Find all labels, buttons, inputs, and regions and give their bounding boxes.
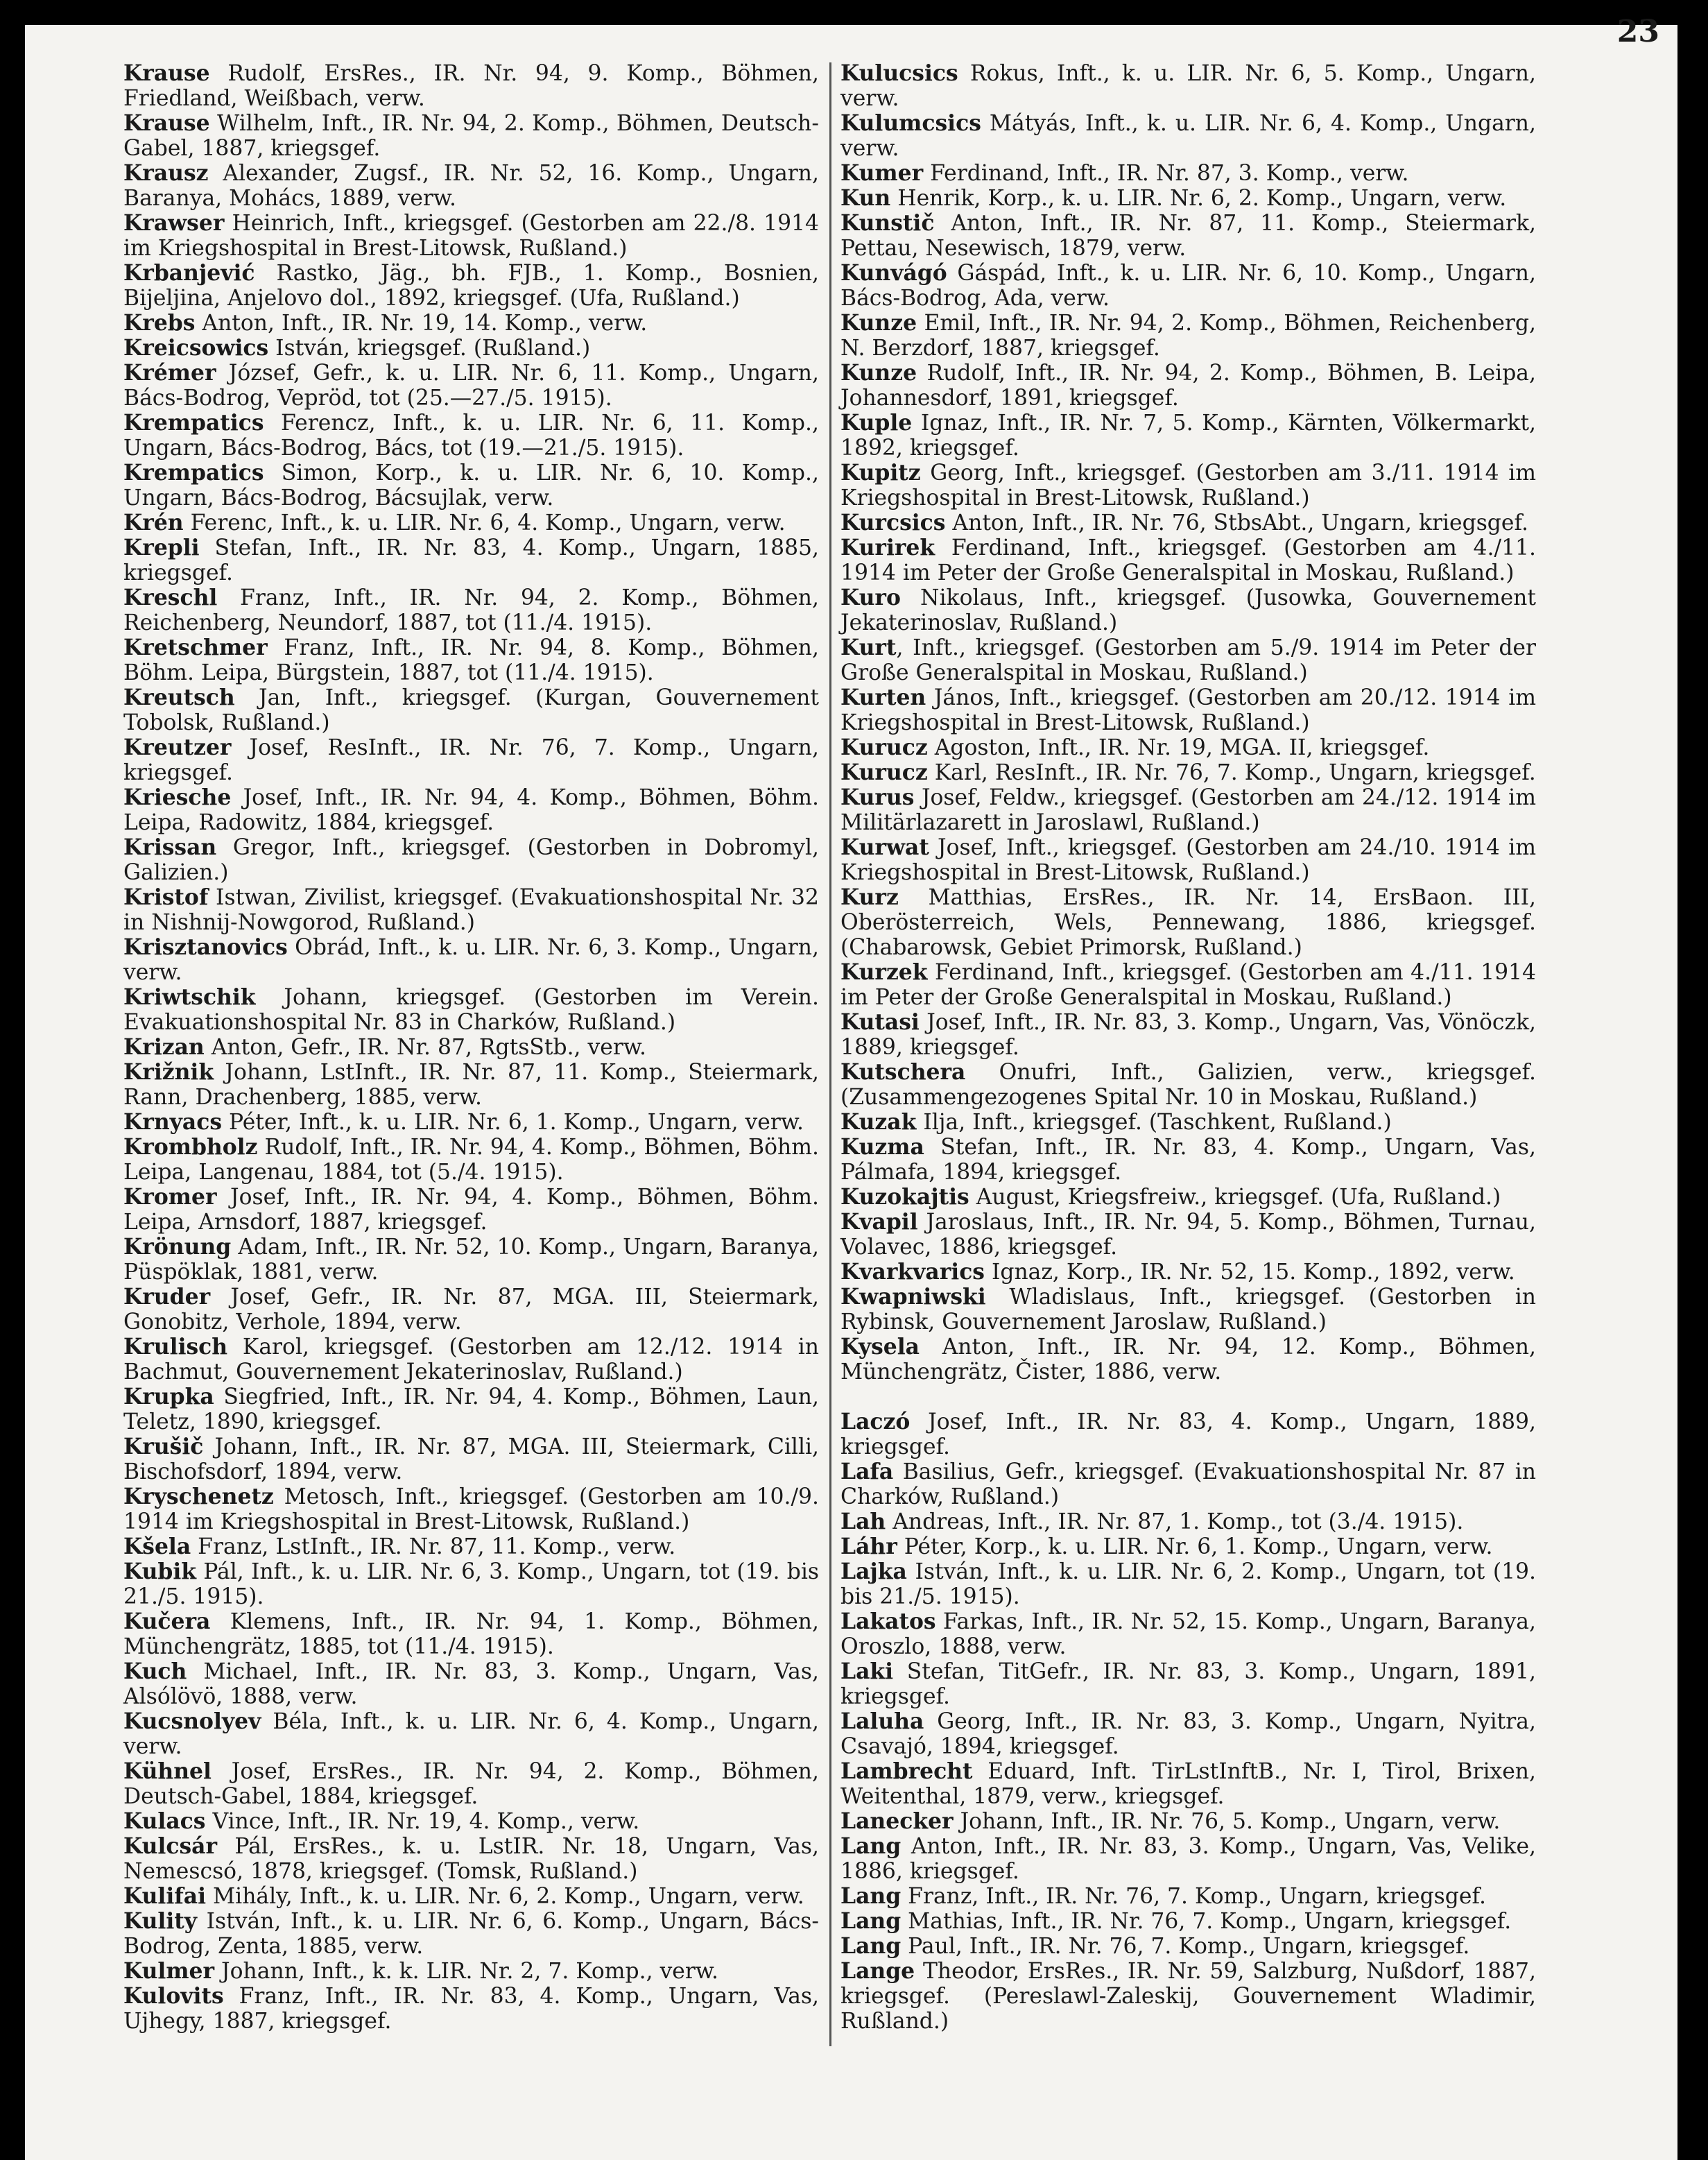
right-column-k-section bbox=[840, 61, 1536, 1385]
list-entry bbox=[123, 1884, 819, 1909]
entry-details: Ferdinand, Inft., kriegsgef. (Gestorben am 4./11. 1914 im Peter der Große Generalspital in Moskau, Rußland.) bbox=[840, 960, 1536, 1010]
entry-details: Anton, Gefr., IR. Nr. 87, RgtsStb., verw. bbox=[204, 1035, 646, 1060]
list-entry bbox=[123, 535, 819, 585]
entry-details: Klemens, Inft., IR. Nr. 94, 1. Komp., Böhmen, Münchengrätz, 1885, tot (11./4. 1915). bbox=[123, 1609, 819, 1659]
entry-surname: Kriesche bbox=[123, 785, 232, 810]
entry-details: Farkas, Inft., IR. Nr. 52, 15. Komp., Ungarn, Baranya, Oroszlo, 1888, verw. bbox=[840, 1609, 1536, 1659]
list-entry bbox=[840, 1185, 1536, 1210]
list-entry bbox=[840, 1659, 1536, 1709]
entry-surname: Krempatics bbox=[123, 411, 264, 436]
list-entry bbox=[840, 1110, 1536, 1135]
entry-details: Josef, Gefr., IR. Nr. 87, MGA. III, Steiermark, Gonobitz, Verhole, 1894, verw. bbox=[123, 1285, 819, 1335]
list-entry bbox=[123, 1335, 819, 1385]
entry-surname: Krönung bbox=[123, 1235, 232, 1260]
list-entry bbox=[123, 336, 819, 361]
list-entry bbox=[123, 835, 819, 885]
entry-details: Josef, Inft., kriegsgef. (Gestorben am 24./10. 1914 im Kriegshospital in Brest-Litowsk, Rußland.) bbox=[840, 835, 1536, 885]
entry-details: Péter, Inft., k. u. LIR. Nr. 6, 1. Komp., Ungarn, verw. bbox=[222, 1110, 804, 1135]
scan-border-top bbox=[0, 0, 1708, 25]
entry-surname: Laluha bbox=[840, 1709, 924, 1734]
entry-details: Siegfried, Inft., IR. Nr. 94, 4. Komp., Böhmen, Laun, Teletz, 1890, kriegsgef. bbox=[123, 1385, 819, 1434]
entry-surname: Krisztanovics bbox=[123, 935, 288, 960]
list-entry bbox=[123, 211, 819, 261]
entry-surname: Kulmer bbox=[123, 1959, 215, 1984]
entry-surname: Kurirek bbox=[840, 535, 935, 560]
entry-details: Rudolf, Inft., IR. Nr. 94, 2. Komp., Böhmen, B. Leipa, Johannesdorf, 1891, kriegsgef. bbox=[840, 361, 1536, 411]
entry-details: Rudolf, ErsRes., IR. Nr. 94, 9. Komp., Böhmen, Friedland, Weißbach, verw. bbox=[123, 61, 819, 111]
entry-surname: Kurt bbox=[840, 635, 897, 660]
entry-surname: Kutasi bbox=[840, 1010, 920, 1035]
entry-surname: Kuple bbox=[840, 411, 913, 436]
list-entry bbox=[123, 1110, 819, 1135]
entry-details: Metosch, Inft., kriegsgef. (Gestorben am 10./9. 1914 im Kriegshospital in Brest-Litowsk, Rußland.) bbox=[123, 1484, 819, 1534]
entry-details: István, kriegsgef. (Rußland.) bbox=[268, 336, 591, 361]
list-entry bbox=[840, 1909, 1536, 1934]
entry-surname: Krombholz bbox=[123, 1135, 258, 1160]
entry-surname: Kunvágó bbox=[840, 261, 947, 286]
list-entry bbox=[123, 1434, 819, 1484]
list-entry bbox=[840, 1709, 1536, 1759]
entry-surname: Kšela bbox=[123, 1534, 191, 1559]
entry-details: Ferenc, Inft., k. u. LIR. Nr. 6, 4. Komp., Ungarn, verw. bbox=[183, 511, 786, 535]
entry-surname: Kurwat bbox=[840, 835, 929, 860]
entry-details: József, Gefr., k. u. LIR. Nr. 6, 11. Komp., Ungarn, Bács-Bodrog, Vepröd, tot (25.—27./5. 1915). bbox=[123, 361, 819, 411]
entry-details: Ignaz, Inft., IR. Nr. 7, 5. Komp., Kärnten, Völkermarkt, 1892, kriegsgef. bbox=[840, 411, 1536, 461]
list-entry bbox=[840, 835, 1536, 885]
entry-details: Pál, ErsRes., k. u. LstIR. Nr. 18, Ungarn, Vas, Nemescsó, 1878, kriegsgef. (Tomsk, Rußland.) bbox=[123, 1834, 819, 1884]
entry-details: Onufri, Inft., Galizien, verw., kriegsgef. (Zusammengezogenes Spital Nr. 10 in Moskau, Rußland.) bbox=[840, 1060, 1536, 1110]
entry-details: Gregor, Inft., kriegsgef. (Gestorben in Dobromyl, Galizien.) bbox=[123, 835, 819, 885]
list-entry bbox=[123, 1235, 819, 1285]
entry-details: Anton, Inft., IR. Nr. 87, 11. Komp., Steiermark, Pettau, Nesewisch, 1879, verw. bbox=[840, 211, 1536, 261]
entry-details: Johann, Inft., IR. Nr. 76, 5. Komp., Ungarn, verw. bbox=[953, 1809, 1501, 1834]
scan-border-right bbox=[1677, 0, 1708, 2160]
entry-details: Basilius, Gefr., kriegsgef. (Evakuationshospital Nr. 87 in Charków, Rußland.) bbox=[840, 1459, 1536, 1509]
list-entry bbox=[123, 111, 819, 161]
entry-details: Jan, Inft., kriegsgef. (Kurgan, Gouvernement Tobolsk, Rußland.) bbox=[123, 685, 819, 735]
entry-details: Paul, Inft., IR. Nr. 76, 7. Komp., Ungarn, kriegsgef. bbox=[901, 1934, 1470, 1959]
entry-surname: Kryschenetz bbox=[123, 1484, 274, 1509]
list-entry bbox=[840, 111, 1536, 161]
entry-surname: Kristof bbox=[123, 885, 209, 910]
entry-surname: Krémer bbox=[123, 361, 216, 386]
entry-surname: Kunze bbox=[840, 361, 917, 386]
list-entry bbox=[123, 685, 819, 735]
entry-details: Ferdinand, Inft., kriegsgef. (Gestorben am 4./11. 1914 im Peter der Große Generalspital in Moskau, Rußland.) bbox=[840, 535, 1536, 585]
list-entry bbox=[840, 1459, 1536, 1509]
entry-details: Karol, kriegsgef. (Gestorben am 12./12. 1914 in Bachmut, Gouvernement Jekaterinoslav, Rußland.) bbox=[123, 1335, 819, 1385]
list-entry bbox=[123, 1659, 819, 1709]
entry-details: Anton, Inft., IR. Nr. 19, 14. Komp., verw. bbox=[195, 311, 648, 336]
entry-surname: Kwapniwski bbox=[840, 1285, 986, 1310]
entry-details: Stefan, TitGefr., IR. Nr. 83, 3. Komp., Ungarn, 1891, kriegsgef. bbox=[840, 1659, 1536, 1709]
entry-details: Franz, Inft., IR. Nr. 83, 4. Komp., Ungarn, Vas, Ujhegy, 1887, kriegsgef. bbox=[123, 1984, 819, 2034]
column-divider bbox=[829, 62, 831, 2046]
entry-details: Nikolaus, Inft., kriegsgef. (Jusowka, Gouvernement Jekaterinoslav, Rußland.) bbox=[840, 585, 1536, 635]
list-entry bbox=[123, 61, 819, 111]
left-column bbox=[123, 61, 819, 2034]
list-entry bbox=[840, 1010, 1536, 1060]
list-entry bbox=[123, 1534, 819, 1559]
list-entry bbox=[840, 635, 1536, 685]
entry-details: Josef, Feldw., kriegsgef. (Gestorben am 24./12. 1914 im Militärlazarett in Jaroslawl, Rußland.) bbox=[840, 785, 1536, 835]
entry-surname: Krulisch bbox=[123, 1335, 228, 1360]
entry-surname: Lange bbox=[840, 1959, 915, 1984]
entry-surname: Lakatos bbox=[840, 1609, 936, 1634]
list-entry bbox=[840, 760, 1536, 785]
page-number: 23 bbox=[1616, 14, 1659, 49]
list-entry bbox=[123, 161, 819, 211]
entry-details: Ilja, Inft., kriegsgef. (Taschkent, Rußland.) bbox=[916, 1110, 1392, 1135]
list-entry bbox=[840, 735, 1536, 760]
entry-surname: Lambrecht bbox=[840, 1759, 973, 1784]
entry-surname: Láhr bbox=[840, 1534, 897, 1559]
entry-surname: Kuzokajtis bbox=[840, 1185, 969, 1210]
entry-details: Simon, Korp., k. u. LIR. Nr. 6, 10. Komp., Ungarn, Bács-Bodrog, Bácsujlak, verw. bbox=[123, 461, 819, 511]
entry-details: János, Inft., kriegsgef. (Gestorben am 20./12. 1914 im Kriegshospital in Brest-Litowsk, Rußland.) bbox=[840, 685, 1536, 735]
entry-details: Johann, LstInft., IR. Nr. 87, 11. Komp., Steiermark, Rann, Drachenberg, 1885, verw. bbox=[123, 1060, 819, 1110]
entry-surname: Kurus bbox=[840, 785, 915, 810]
entry-details: István, Inft., k. u. LIR. Nr. 6, 6. Komp., Ungarn, Bács-Bodrog, Zenta, 1885, verw. bbox=[123, 1909, 819, 1959]
entry-surname: Krausz bbox=[123, 161, 209, 186]
entry-surname: Kvarkvarics bbox=[840, 1260, 985, 1285]
entry-details: Mathias, Inft., IR. Nr. 76, 7. Komp., Ungarn, kriegsgef. bbox=[901, 1909, 1512, 1934]
list-entry bbox=[840, 1534, 1536, 1559]
entry-surname: Kurucz bbox=[840, 735, 928, 760]
entry-surname: Krissan bbox=[123, 835, 217, 860]
entry-surname: Kreicsowics bbox=[123, 336, 269, 361]
right-column-l-section bbox=[840, 1409, 1536, 2034]
entry-details: Stefan, Inft., IR. Nr. 83, 4. Komp., Ungarn, Vas, Pálmafa, 1894, kriegsgef. bbox=[840, 1135, 1536, 1185]
entry-surname: Kulucsics bbox=[840, 61, 958, 86]
entry-surname: Kurten bbox=[840, 685, 926, 710]
entry-details: Eduard, Inft. TirLstInftB., Nr. I, Tirol, Brixen, Weitenthal, 1879, verw., kriegsgef. bbox=[840, 1759, 1536, 1809]
entry-details: Mihály, Inft., k. u. LIR. Nr. 6, 2. Komp., Ungarn, verw. bbox=[206, 1884, 804, 1909]
entry-details: Georg, Inft., kriegsgef. (Gestorben am 3./11. 1914 im Kriegshospital in Brest-Litowsk, Rußland.) bbox=[840, 461, 1536, 511]
list-entry bbox=[840, 885, 1536, 960]
entry-details: Johann, kriegsgef. (Gestorben im Verein. Evakuationshospital Nr. 83 in Charków, Rußland.) bbox=[123, 985, 819, 1035]
list-entry bbox=[840, 535, 1536, 585]
entry-surname: Kulumcsics bbox=[840, 111, 981, 136]
list-entry bbox=[840, 1509, 1536, 1534]
list-entry bbox=[840, 1135, 1536, 1185]
entry-surname: Kuch bbox=[123, 1659, 187, 1684]
entry-surname: Krawser bbox=[123, 211, 225, 236]
entry-surname: Lah bbox=[840, 1509, 886, 1534]
list-entry bbox=[123, 361, 819, 411]
entry-details: Theodor, ErsRes., IR. Nr. 59, Salzburg, Nußdorf, 1887, kriegsgef. (Pereslawl-Zaleskij, Gouvernement Wladimir, Rußland.) bbox=[840, 1959, 1536, 2034]
entry-details: Heinrich, Inft., kriegsgef. (Gestorben am 22./8. 1914 im Kriegshospital in Brest-Litowsk, Rußland.) bbox=[123, 211, 819, 261]
entry-details: Vince, Inft., IR. Nr. 19, 4. Komp., verw. bbox=[205, 1809, 640, 1834]
list-entry bbox=[840, 311, 1536, 361]
list-entry bbox=[123, 1035, 819, 1060]
list-entry bbox=[840, 1260, 1536, 1285]
entry-details: Franz, Inft., IR. Nr. 94, 2. Komp., Böhmen, Reichenberg, Neundorf, 1887, tot (11./4. 1915). bbox=[123, 585, 819, 635]
entry-surname: Krén bbox=[123, 511, 184, 535]
entry-details: Ignaz, Korp., IR. Nr. 52, 15. Komp., 1892, verw. bbox=[984, 1260, 1515, 1285]
entry-surname: Kulity bbox=[123, 1909, 198, 1934]
entry-details: August, Kriegsfreiw., kriegsgef. (Ufa, Rußland.) bbox=[969, 1185, 1501, 1210]
entry-details: Agoston, Inft., IR. Nr. 19, MGA. II, kriegsgef. bbox=[927, 735, 1430, 760]
entry-surname: Kutschera bbox=[840, 1060, 966, 1085]
entry-surname: Lanecker bbox=[840, 1809, 954, 1834]
entry-details: Stefan, Inft., IR. Nr. 83, 4. Komp., Ungarn, 1885, kriegsgef. bbox=[123, 535, 819, 585]
entry-surname: Kucsnolyev bbox=[123, 1709, 261, 1734]
entry-surname: Kurzek bbox=[840, 960, 928, 985]
entry-surname: Kučera bbox=[123, 1609, 211, 1634]
entry-details: Rokus, Inft., k. u. LIR. Nr. 6, 5. Komp., Ungarn, verw. bbox=[840, 61, 1536, 111]
list-entry bbox=[123, 1060, 819, 1110]
list-entry bbox=[840, 1335, 1536, 1385]
list-entry bbox=[123, 1135, 819, 1185]
entry-details: Emil, Inft., IR. Nr. 94, 2. Komp., Böhmen, Reichenberg, N. Berzdorf, 1887, kriegsgef. bbox=[840, 311, 1536, 361]
entry-details: Michael, Inft., IR. Nr. 83, 3. Komp., Ungarn, Vas, Alsólövö, 1888, verw. bbox=[123, 1659, 819, 1709]
entry-surname: Kreutzer bbox=[123, 735, 232, 760]
entry-surname: Kurz bbox=[840, 885, 899, 910]
entry-details: Franz, Inft., IR. Nr. 94, 8. Komp., Böhmen, Böhm. Leipa, Bürgstein, 1887, tot (11./4. 1915). bbox=[123, 635, 819, 685]
list-entry bbox=[840, 186, 1536, 211]
entry-details: Josef, Inft., IR. Nr. 94, 4. Komp., Böhmen, Böhm. Leipa, Radowitz, 1884, kriegsgef. bbox=[123, 785, 819, 835]
list-entry bbox=[840, 1210, 1536, 1260]
entry-surname: Kuzma bbox=[840, 1135, 924, 1160]
entry-surname: Kumer bbox=[840, 161, 924, 186]
list-entry bbox=[840, 1834, 1536, 1884]
entry-surname: Kreutsch bbox=[123, 685, 235, 710]
list-entry bbox=[840, 411, 1536, 461]
entry-surname: Kulacs bbox=[123, 1809, 206, 1834]
list-entry bbox=[840, 1285, 1536, 1335]
list-entry bbox=[123, 735, 819, 785]
entry-surname: Krizan bbox=[123, 1035, 205, 1060]
list-entry bbox=[123, 585, 819, 635]
entry-details: Gáspád, Inft., k. u. LIR. Nr. 6, 10. Komp., Ungarn, Bács-Bodrog, Ada, verw. bbox=[840, 261, 1536, 311]
list-entry bbox=[123, 1909, 819, 1959]
entry-details: Pál, Inft., k. u. LIR. Nr. 6, 3. Komp., Ungarn, tot (19. bis 21./5. 1915). bbox=[123, 1559, 819, 1609]
entry-details: Henrik, Korp., k. u. LIR. Nr. 6, 2. Komp., Ungarn, verw. bbox=[890, 186, 1507, 211]
entry-surname: Krušič bbox=[123, 1434, 204, 1459]
right-column bbox=[840, 61, 1536, 2034]
list-entry bbox=[123, 885, 819, 935]
entry-details: , Inft., kriegsgef. (Gestorben am 5./9. 1914 im Peter der Große Generalspital in Moskau, Rußland.) bbox=[840, 635, 1536, 685]
entry-details: Mátyás, Inft., k. u. LIR. Nr. 6, 4. Komp., Ungarn, verw. bbox=[840, 111, 1536, 161]
list-entry bbox=[840, 361, 1536, 411]
list-entry bbox=[123, 1385, 819, 1434]
entry-details: Alexander, Zugsf., IR. Nr. 52, 16. Komp., Ungarn, Baranya, Mohács, 1889, verw. bbox=[123, 161, 819, 211]
entry-details: István, Inft., k. u. LIR. Nr. 6, 2. Komp., Ungarn, tot (19. bis 21./5. 1915). bbox=[840, 1559, 1536, 1609]
list-entry bbox=[840, 585, 1536, 635]
entry-surname: Kvapil bbox=[840, 1210, 918, 1235]
entry-details: Josef, Inft., IR. Nr. 83, 3. Komp., Ungarn, Vas, Vönöczk, 1889, kriegsgef. bbox=[840, 1010, 1536, 1060]
list-entry bbox=[123, 461, 819, 511]
entry-surname: Kühnel bbox=[123, 1759, 212, 1784]
list-entry bbox=[123, 1609, 819, 1659]
list-entry bbox=[123, 635, 819, 685]
entry-surname: Lang bbox=[840, 1934, 902, 1959]
list-entry bbox=[123, 1709, 819, 1759]
entry-details: Josef, ErsRes., IR. Nr. 94, 2. Komp., Böhmen, Deutsch-Gabel, 1884, kriegsgef. bbox=[123, 1759, 819, 1809]
list-entry bbox=[840, 461, 1536, 511]
entry-surname: Kulovits bbox=[123, 1984, 224, 2009]
entry-surname: Kunstič bbox=[840, 211, 935, 236]
list-entry bbox=[123, 1959, 819, 1984]
entry-surname: Kreschl bbox=[123, 585, 218, 610]
list-entry bbox=[840, 1559, 1536, 1609]
entry-details: Johann, Inft., k. k. LIR. Nr. 2, 7. Komp., verw. bbox=[214, 1959, 719, 1984]
entry-surname: Krebs bbox=[123, 311, 196, 336]
entry-surname: Kurcsics bbox=[840, 511, 946, 535]
list-entry bbox=[840, 1759, 1536, 1809]
list-entry bbox=[840, 685, 1536, 735]
entry-details: Georg, Inft., IR. Nr. 83, 3. Komp., Ungarn, Nyitra, Csavajó, 1894, kriegsgef. bbox=[840, 1709, 1536, 1759]
list-entry bbox=[123, 1285, 819, 1335]
list-entry bbox=[840, 1609, 1536, 1659]
entry-surname: Križnik bbox=[123, 1060, 214, 1085]
list-entry bbox=[123, 935, 819, 985]
entry-surname: Krnyacs bbox=[123, 1110, 223, 1135]
entry-details: Anton, Inft., IR. Nr. 94, 12. Komp., Böhmen, Münchengrätz, Čister, 1886, verw. bbox=[840, 1335, 1536, 1385]
entry-surname: Lang bbox=[840, 1909, 902, 1934]
entry-details: Andreas, Inft., IR. Nr. 87, 1. Komp., tot (3./4. 1915). bbox=[886, 1509, 1464, 1534]
entry-surname: Kromer bbox=[123, 1185, 217, 1210]
entry-surname: Kunze bbox=[840, 311, 917, 336]
list-entry bbox=[840, 785, 1536, 835]
entry-details: Franz, Inft., IR. Nr. 76, 7. Komp., Ungarn, kriegsgef. bbox=[901, 1884, 1486, 1909]
list-entry bbox=[123, 511, 819, 535]
entry-surname: Kulifai bbox=[123, 1884, 207, 1909]
list-entry bbox=[123, 311, 819, 336]
list-entry bbox=[840, 1959, 1536, 2034]
entry-surname: Krause bbox=[123, 61, 210, 86]
entry-surname: Kretschmer bbox=[123, 635, 268, 660]
list-entry bbox=[840, 211, 1536, 261]
list-entry bbox=[123, 261, 819, 311]
list-entry bbox=[123, 1185, 819, 1235]
list-entry bbox=[840, 1884, 1536, 1909]
entry-details: Anton, Inft., IR. Nr. 83, 3. Komp., Ungarn, Vas, Velike, 1886, kriegsgef. bbox=[840, 1834, 1536, 1884]
entry-surname: Kubik bbox=[123, 1559, 197, 1584]
entry-details: Franz, LstInft., IR. Nr. 87, 11. Komp., verw. bbox=[191, 1534, 676, 1559]
list-entry bbox=[840, 1060, 1536, 1110]
entry-details: Rudolf, Inft., IR. Nr. 94, 4. Komp., Böhmen, Böhm. Leipa, Langenau, 1884, tot (5./4. 1915). bbox=[123, 1135, 819, 1185]
entry-surname: Kysela bbox=[840, 1335, 920, 1360]
entry-details: Béla, Inft., k. u. LIR. Nr. 6, 4. Komp., Ungarn, verw. bbox=[123, 1709, 819, 1759]
entry-details: Adam, Inft., IR. Nr. 52, 10. Komp., Ungarn, Baranya, Püspöklak, 1881, verw. bbox=[123, 1235, 819, 1285]
entry-details: Istwan, Zivilist, kriegsgef. (Evakuationshospital Nr. 32 in Nishnij-Nowgorod, Rußland.) bbox=[123, 885, 819, 935]
entry-details: Karl, ResInft., IR. Nr. 76, 7. Komp., Ungarn, kriegsgef. bbox=[927, 760, 1536, 785]
entry-surname: Krbanjević bbox=[123, 261, 255, 286]
list-entry bbox=[840, 161, 1536, 186]
section-gap bbox=[840, 1385, 1536, 1409]
entry-details: Matthias, ErsRes., IR. Nr. 14, ErsBaon. III, Oberösterreich, Wels, Pennewang, 1886, kriegsgef. (Chabarowsk, Gebiet Primorsk, Rußland.) bbox=[840, 885, 1536, 960]
entry-details: Ferdinand, Inft., IR. Nr. 87, 3. Komp., verw. bbox=[923, 161, 1409, 186]
entry-details: Wladislaus, Inft., kriegsgef. (Gestorben in Rybinsk, Gouvernement Jaroslaw, Rußland.) bbox=[840, 1285, 1536, 1335]
list-entry bbox=[840, 511, 1536, 535]
list-entry bbox=[840, 960, 1536, 1010]
entry-surname: Krempatics bbox=[123, 461, 264, 486]
entry-surname: Laczó bbox=[840, 1409, 911, 1434]
entry-surname: Kruder bbox=[123, 1285, 211, 1310]
list-entry bbox=[123, 985, 819, 1035]
list-entry bbox=[840, 61, 1536, 111]
entry-details: Josef, Inft., IR. Nr. 94, 4. Komp., Böhmen, Böhm. Leipa, Arnsdorf, 1887, kriegsgef. bbox=[123, 1185, 819, 1235]
entry-surname: Krause bbox=[123, 111, 210, 136]
list-entry bbox=[840, 1809, 1536, 1834]
entry-surname: Laki bbox=[840, 1659, 894, 1684]
scan-border-left bbox=[0, 0, 25, 2160]
entry-surname: Kurucz bbox=[840, 760, 928, 785]
list-entry bbox=[840, 1934, 1536, 1959]
entry-surname: Kriwtschik bbox=[123, 985, 256, 1010]
list-entry bbox=[123, 1484, 819, 1534]
entry-surname: Krepli bbox=[123, 535, 200, 560]
entry-details: Josef, Inft., IR. Nr. 83, 4. Komp., Ungarn, 1889, kriegsgef. bbox=[840, 1409, 1536, 1459]
entry-details: Ferencz, Inft., k. u. LIR. Nr. 6, 11. Komp., Ungarn, Bács-Bodrog, Bács, tot (19.—21./5. 1915). bbox=[123, 411, 819, 461]
list-entry bbox=[123, 785, 819, 835]
entry-details: Anton, Inft., IR. Nr. 76, StbsAbt., Ungarn, kriegsgef. bbox=[945, 511, 1528, 535]
entry-details: Rastko, Jäg., bh. FJB., 1. Komp., Bosnien, Bijeljina, Anjelovo dol., 1892, kriegsgef. (Ufa, Rußland.) bbox=[123, 261, 819, 311]
list-entry bbox=[123, 1834, 819, 1884]
entry-details: Obrád, Inft., k. u. LIR. Nr. 6, 3. Komp., Ungarn, verw. bbox=[123, 935, 819, 985]
list-entry bbox=[123, 411, 819, 461]
list-entry bbox=[123, 1809, 819, 1834]
entry-surname: Kuro bbox=[840, 585, 901, 610]
entry-details: Wilhelm, Inft., IR. Nr. 94, 2. Komp., Böhmen, Deutsch-Gabel, 1887, kriegsgef. bbox=[123, 111, 819, 161]
entry-details: Josef, ResInft., IR. Nr. 76, 7. Komp., Ungarn, kriegsgef. bbox=[123, 735, 819, 785]
list-entry bbox=[840, 261, 1536, 311]
entry-surname: Lang bbox=[840, 1834, 902, 1859]
entry-surname: Krupka bbox=[123, 1385, 214, 1409]
entry-surname: Kupitz bbox=[840, 461, 921, 486]
entry-surname: Lafa bbox=[840, 1459, 894, 1484]
list-entry bbox=[123, 1984, 819, 2034]
entry-details: Jaroslaus, Inft., IR. Nr. 94, 5. Komp., Böhmen, Turnau, Volavec, 1886, kriegsgef. bbox=[840, 1210, 1536, 1260]
entry-details: Johann, Inft., IR. Nr. 87, MGA. III, Steiermark, Cilli, Bischofsdorf, 1894, verw. bbox=[123, 1434, 819, 1484]
list-entry bbox=[123, 1559, 819, 1609]
entry-surname: Kulcsár bbox=[123, 1834, 218, 1859]
entry-surname: Lang bbox=[840, 1884, 902, 1909]
list-entry bbox=[840, 1409, 1536, 1459]
list-entry bbox=[123, 1759, 819, 1809]
entry-details: Péter, Korp., k. u. LIR. Nr. 6, 1. Komp., Ungarn, verw. bbox=[897, 1534, 1493, 1559]
entry-surname: Lajka bbox=[840, 1559, 907, 1584]
entry-surname: Kuzak bbox=[840, 1110, 917, 1135]
entry-surname: Kun bbox=[840, 186, 891, 211]
